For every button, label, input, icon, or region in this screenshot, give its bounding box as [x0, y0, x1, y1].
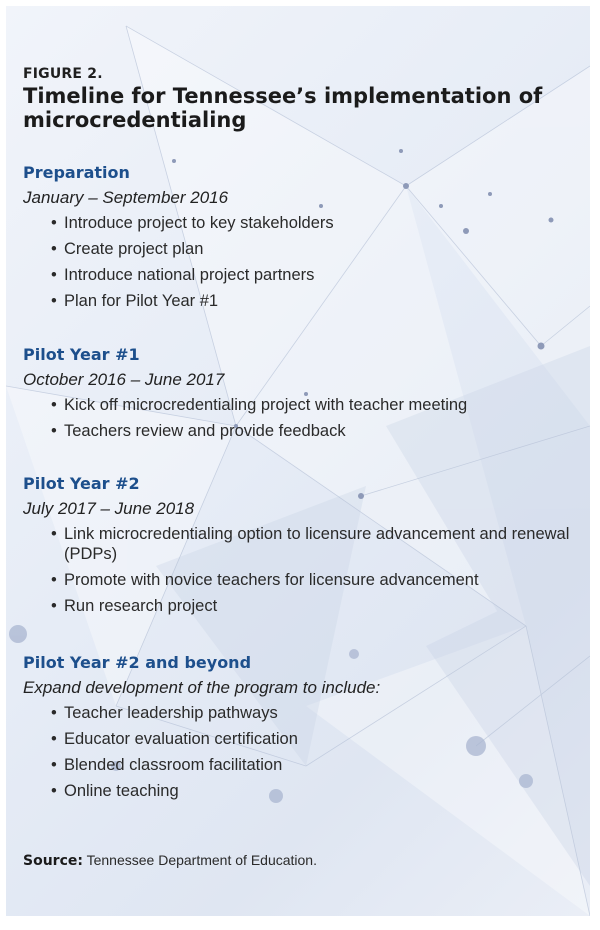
section-preparation	[23, 162, 583, 317]
section-heading: Preparation	[23, 163, 130, 182]
list-item-text: Create project plan	[64, 240, 204, 258]
list-item	[23, 395, 583, 415]
list-item	[23, 729, 583, 749]
source-label: Source:	[23, 853, 83, 869]
bullet-icon: •	[51, 571, 57, 589]
list-item	[23, 570, 583, 590]
list-item	[23, 596, 583, 616]
list-item-text: Educator evaluation certification	[64, 730, 298, 748]
list-item-text: Introduce national project partners	[64, 266, 315, 284]
bullet-icon: •	[51, 525, 57, 543]
bullet-icon: •	[51, 730, 57, 748]
bullet-icon: •	[51, 422, 57, 440]
figure-title: Timeline for Tennessee’s implementation of microcredentialing	[23, 84, 543, 132]
list-item-text: Plan for Pilot Year #1	[64, 292, 219, 310]
bullet-icon: •	[51, 704, 57, 722]
list-item-text: Promote with novice teachers for licensure advancement	[64, 571, 479, 589]
bullet-icon: •	[51, 292, 57, 310]
list-item	[23, 421, 583, 441]
section-date-range: October 2016 – June 2017	[23, 370, 225, 389]
figure-panel	[6, 6, 590, 916]
list-item-text: Kick off microcredentialing project with teacher meeting	[64, 396, 468, 414]
bullet-icon: •	[51, 266, 57, 284]
source-note	[23, 852, 317, 869]
section-heading: Pilot Year #2	[23, 474, 140, 493]
section-heading: Pilot Year #1	[23, 345, 140, 364]
figure-label: FIGURE 2.	[23, 66, 103, 82]
list-item	[23, 239, 583, 259]
section-pilot-year-2-and-beyond	[23, 652, 583, 807]
list-item-text: Teacher leadership pathways	[64, 704, 278, 722]
section-date-range: July 2017 – June 2018	[23, 499, 195, 518]
list-item-text: Blended classroom facilitation	[64, 756, 283, 774]
list-item	[23, 755, 583, 775]
item-list	[23, 213, 583, 311]
bullet-icon: •	[51, 756, 57, 774]
bullet-icon: •	[51, 396, 57, 414]
list-item-text: Teachers review and provide feedback	[64, 422, 346, 440]
list-item-text: Run research project	[64, 597, 218, 615]
list-item-text: Introduce project to key stakeholders	[64, 214, 334, 232]
list-item	[23, 291, 583, 311]
list-item	[23, 524, 583, 564]
section-pilot-year-1	[23, 344, 583, 447]
section-date-range: January – September 2016	[23, 188, 229, 207]
list-item	[23, 265, 583, 285]
section-heading: Pilot Year #2 and beyond	[23, 653, 252, 672]
bullet-icon: •	[51, 214, 57, 232]
list-item	[23, 703, 583, 723]
list-item-text: Link microcredentialing option to licensure advancement and renewal (PDPs)	[64, 525, 570, 563]
bullet-icon: •	[51, 240, 57, 258]
section-intro: Expand development of the program to include:	[23, 678, 381, 697]
list-item-text: Online teaching	[64, 782, 179, 800]
section-pilot-year-2	[23, 473, 583, 622]
source-text: Tennessee Department of Education.	[86, 852, 317, 868]
list-item	[23, 781, 583, 801]
item-list	[23, 395, 583, 441]
bullet-icon: •	[51, 597, 57, 615]
bullet-icon: •	[51, 782, 57, 800]
list-item	[23, 213, 583, 233]
item-list	[23, 703, 583, 801]
item-list	[23, 524, 583, 616]
